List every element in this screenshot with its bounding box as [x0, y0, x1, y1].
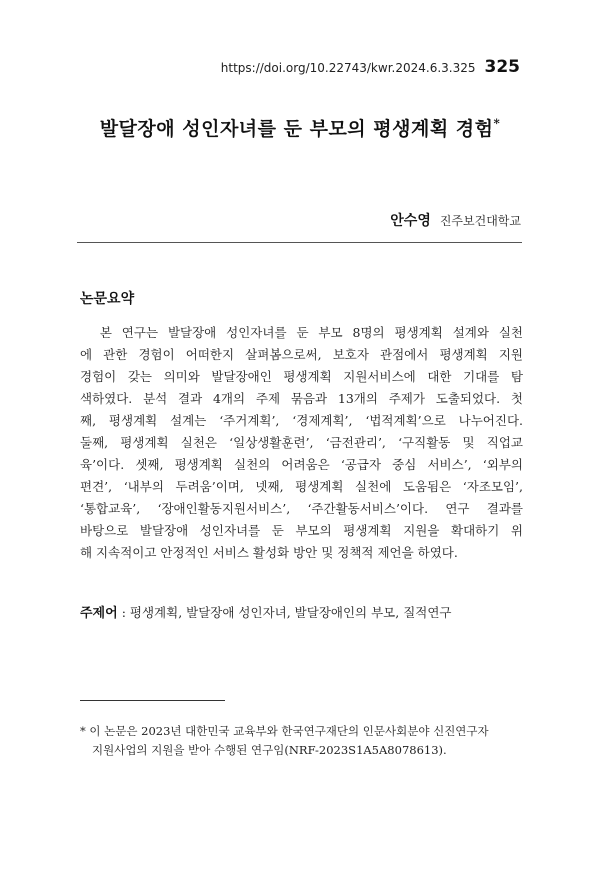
abstract-line: 둘째, 평생계획 실천은 ‘일상생활훈련’, ‘금전관리’, ‘구직활동 및 직업교: [80, 435, 523, 450]
abstract-line: 째, 평생계획 설계는 ‘주거계획’, ‘경제계획’, ‘법적계획’으로 나누어진다.: [80, 413, 523, 428]
abstract-heading: 논문요약: [80, 291, 135, 307]
abstract-body: [80, 322, 523, 564]
footnote-line-1: * 이 논문은 2023년 대한민국 교육부와 한국연구재단의 인문사회분야 신진연구자: [80, 724, 489, 738]
keywords-separator: :: [121, 605, 126, 620]
abstract-line: 경험이 갖는 의미와 발달장애인 평생계획 지원서비스에 대한 기대를 탐: [80, 369, 523, 384]
abstract-line: 육’이다. 셋째, 평생계획 실천의 어려움은 ‘공급자 중심 서비스’, ‘외부의: [80, 457, 523, 472]
abstract-line: 바탕으로 발달장애 성인자녀를 둔 부모의 평생계획 지원을 확대하기 위: [80, 523, 523, 538]
abstract-line: 본 연구는 발달장애 성인자녀를 둔 부모 8명의 평생계획 설계와 실천: [80, 325, 523, 340]
page-number: 325: [484, 57, 520, 77]
keywords-line: [80, 602, 523, 621]
abstract-line: 색하였다. 분석 결과 4개의 주제 묶음과 13개의 주제가 도출되었다. 첫: [80, 391, 523, 406]
footnote-divider: [80, 700, 225, 701]
paper-title-text: 발달장애 성인자녀를 둔 부모의 평생계획 경험: [99, 118, 494, 140]
abstract-line: ‘통합교육’, ‘장애인활동지원서비스’, ‘주간활동서비스’이다. 연구 결과를: [80, 501, 523, 516]
doi-link[interactable]: https://doi.org/10.22743/kwr.2024.6.3.325: [220, 61, 476, 75]
abstract-line: 에 관한 경험이 어떠한지 살펴봄으로써, 보호자 관점에서 평생계획 지원: [80, 347, 523, 362]
title-divider: [77, 242, 522, 243]
keywords-label: 주제어: [80, 606, 118, 621]
author-block: [390, 210, 521, 230]
abstract-line: 해 지속적이고 안정적인 서비스 활성화 방안 및 정책적 제언을 하였다.: [80, 545, 458, 560]
author-affiliation: 진주보건대학교: [439, 214, 521, 228]
running-header: [221, 57, 520, 77]
author-name: 안수영: [390, 213, 431, 229]
footnote-line-2: 지원사업의 지원을 받아 수행된 연구임(NRF-2023S1A5A8078613).: [92, 743, 447, 757]
paper-title: [0, 114, 600, 141]
keywords-text: 평생계획, 발달장애 성인자녀, 발달장애인의 부모, 질적연구: [129, 605, 452, 620]
abstract-line: 편견’, ‘내부의 두려움’이며, 넷째, 평생계획 실천에 도움됨은 ‘자조모임’,: [80, 479, 523, 494]
footnote: [80, 722, 525, 760]
title-footnote-mark: *: [493, 116, 501, 131]
